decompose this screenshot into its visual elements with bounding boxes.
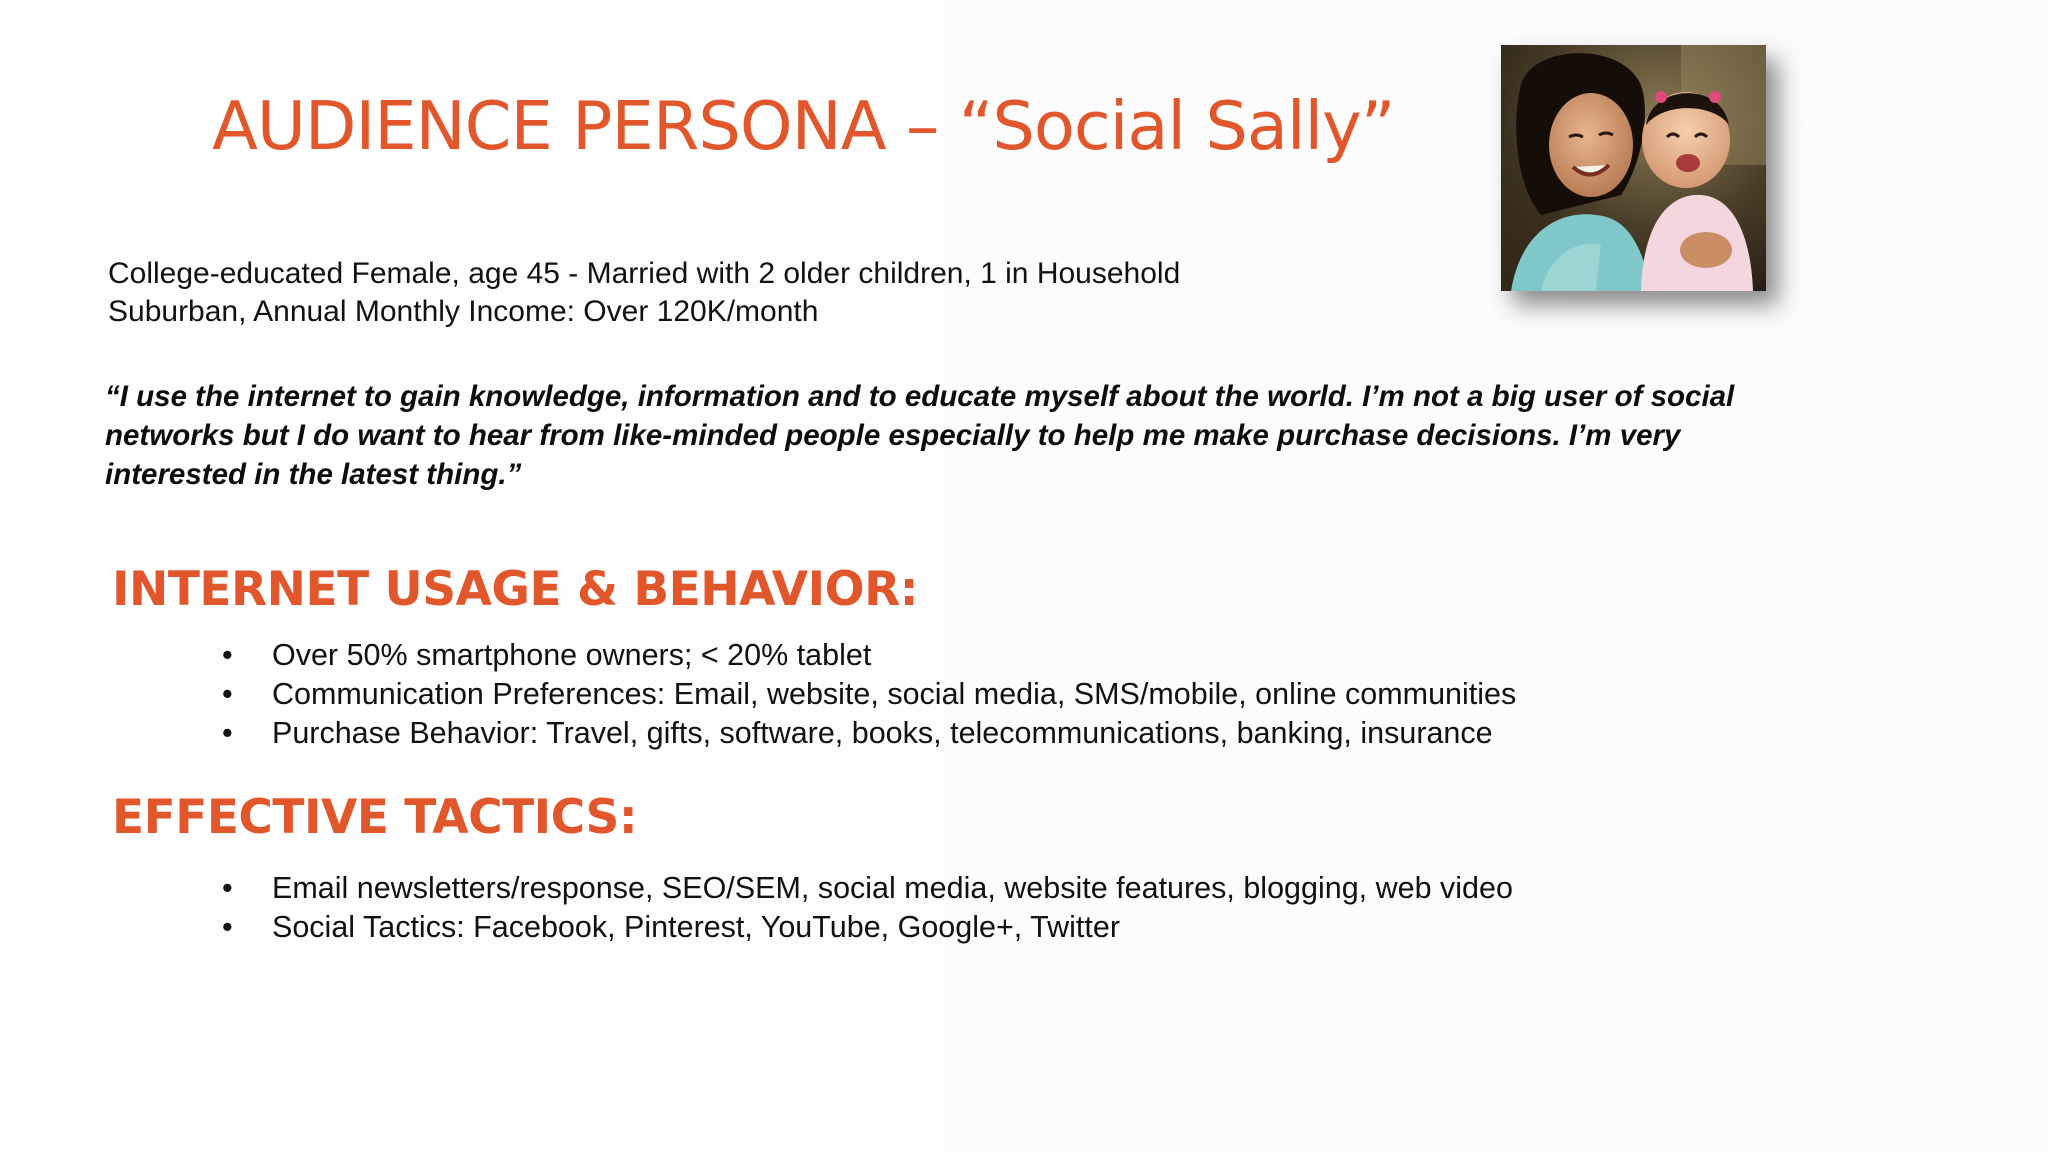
persona-photo-image [1501,45,1766,291]
list-item [222,675,1516,714]
persona-quote [105,377,1985,494]
list-item-text: Social Tactics: Facebook, Pinterest, YouTube, Google+, Twitter [272,910,1120,944]
slide-title: AUDIENCE PERSONA – “Social Sally” [212,87,1395,165]
quote-line: interested in the latest thing.” [105,458,522,491]
internet-usage-list [222,636,1516,753]
persona-photo [1501,45,1766,291]
quote-line: “I use the internet to gain knowledge, information and to educate myself about the world. I’m not a big user of social [105,380,1735,413]
list-item [222,869,1513,908]
bullet-icon: • [222,716,233,750]
demographics-line: Suburban, Annual Monthly Income: Over 120K/month [108,295,819,328]
list-item-text: Over 50% smartphone owners; < 20% tablet [272,638,872,672]
demographics-line: College-educated Female, age 45 - Married with 2 older children, 1 in Household [108,257,1181,290]
effective-tactics-list [222,869,1513,947]
list-item-text: Email newsletters/response, SEO/SEM, social media, website features, blogging, web video [272,871,1513,905]
list-item [222,908,1513,947]
bullet-icon: • [222,677,233,711]
bullet-icon: • [222,638,233,672]
list-item [222,636,1516,675]
section-heading-effective-tactics: EFFECTIVE TACTICS: [112,790,638,845]
bullet-icon: • [222,871,233,905]
persona-demographics [108,255,1180,331]
quote-line: networks but I do want to hear from like-minded people especially to help me make purchase decisions. I’m very [105,419,1681,452]
section-heading-internet-usage: INTERNET USAGE & BEHAVIOR: [112,562,919,617]
list-item-text: Communication Preferences: Email, website, social media, SMS/mobile, online communities [272,677,1517,711]
bullet-icon: • [222,910,233,944]
list-item [222,714,1516,753]
list-item-text: Purchase Behavior: Travel, gifts, software, books, telecommunications, banking, insurance [272,716,1493,750]
